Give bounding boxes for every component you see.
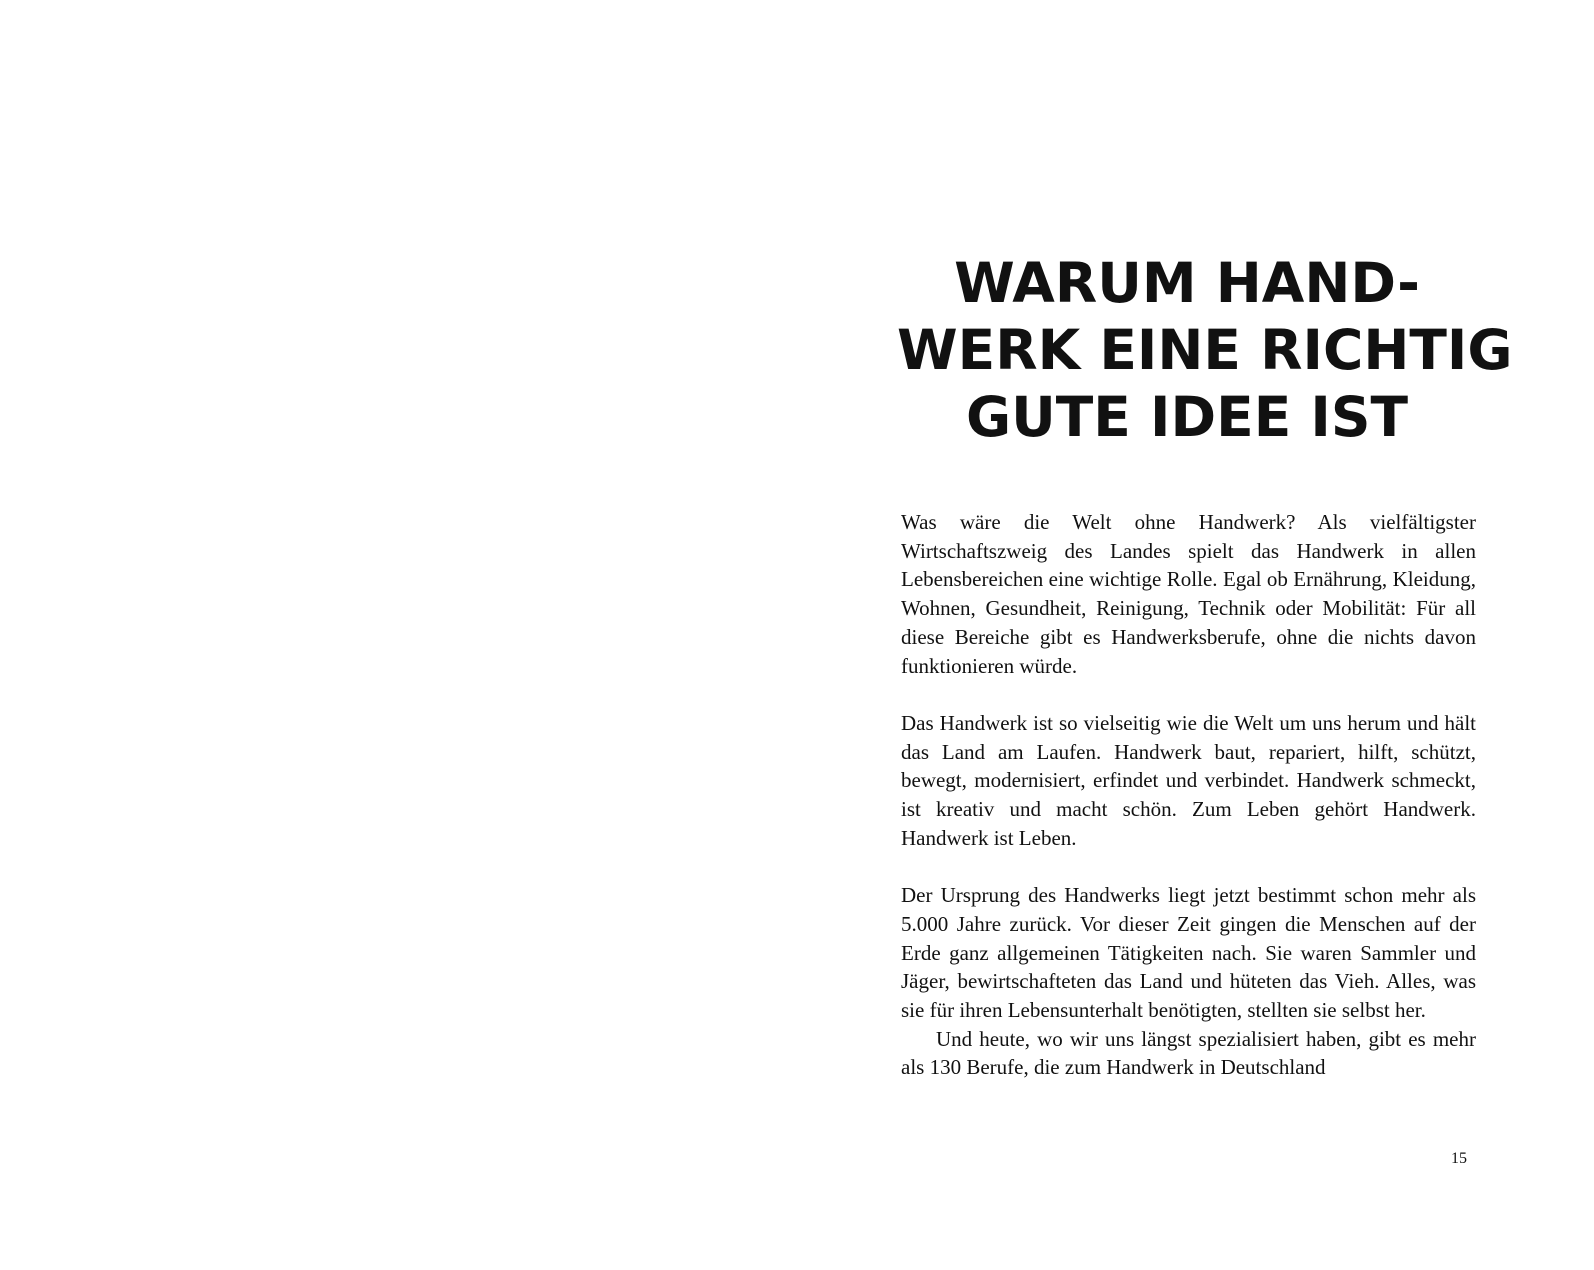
- paragraph: Was wäre die Welt ohne Handwerk? Als vielfältigster Wirtschaftszweig des Landes spielt das Handwerk in allen Lebensbereichen eine wichtige Rolle. Egal ob Ernährung, Kleidung, Wohnen, Gesundheit, Reinigung, Technik oder Mobilität: Für all diese Bereiche gibt es Handwerksberufe, ohne die nichts davon funktionieren würde.: [901, 510, 1476, 678]
- paragraph: Das Handwerk ist so vielseitig wie die Welt um uns herum und hält das Land am Laufen. Handwerk baut, repariert, hilft, schützt, bewegt, modernisiert, erfindet und verbindet. Handwerk schmeckt, ist kreativ und macht schön. Zum Leben gehört Handwerk. Handwerk ist Leben.: [901, 710, 1476, 850]
- body-text: [901, 508, 1476, 1082]
- page-number: 15: [1451, 1150, 1467, 1167]
- chapter-headline: [897, 250, 1513, 451]
- headline-line: GUTE IDEE IST: [965, 385, 1409, 449]
- headline-line: WARUM HAND-: [954, 251, 1420, 315]
- paragraph: Und heute, wo wir uns längst spezialisiert haben, gibt es mehr als 130 Berufe, die zum Handwerk in Deutschland: [901, 1026, 1476, 1080]
- right-page: [797, 0, 1594, 1270]
- headline-line: WERK EINE RICHTIG: [897, 318, 1513, 382]
- paragraph: Der Ursprung des Handwerks liegt jetzt bestimmt schon mehr als 5.000 Jahre zurück. Vor dieser Zeit gingen die Menschen auf der Erde ganz allgemeinen Tätigkeiten nach. Sie waren Sammler und Jäger, bewirtschafteten das Land und hüteten das Vieh. Alles, was sie für ihren Lebensunterhalt benötigten, stellten sie selbst her.: [901, 883, 1476, 1022]
